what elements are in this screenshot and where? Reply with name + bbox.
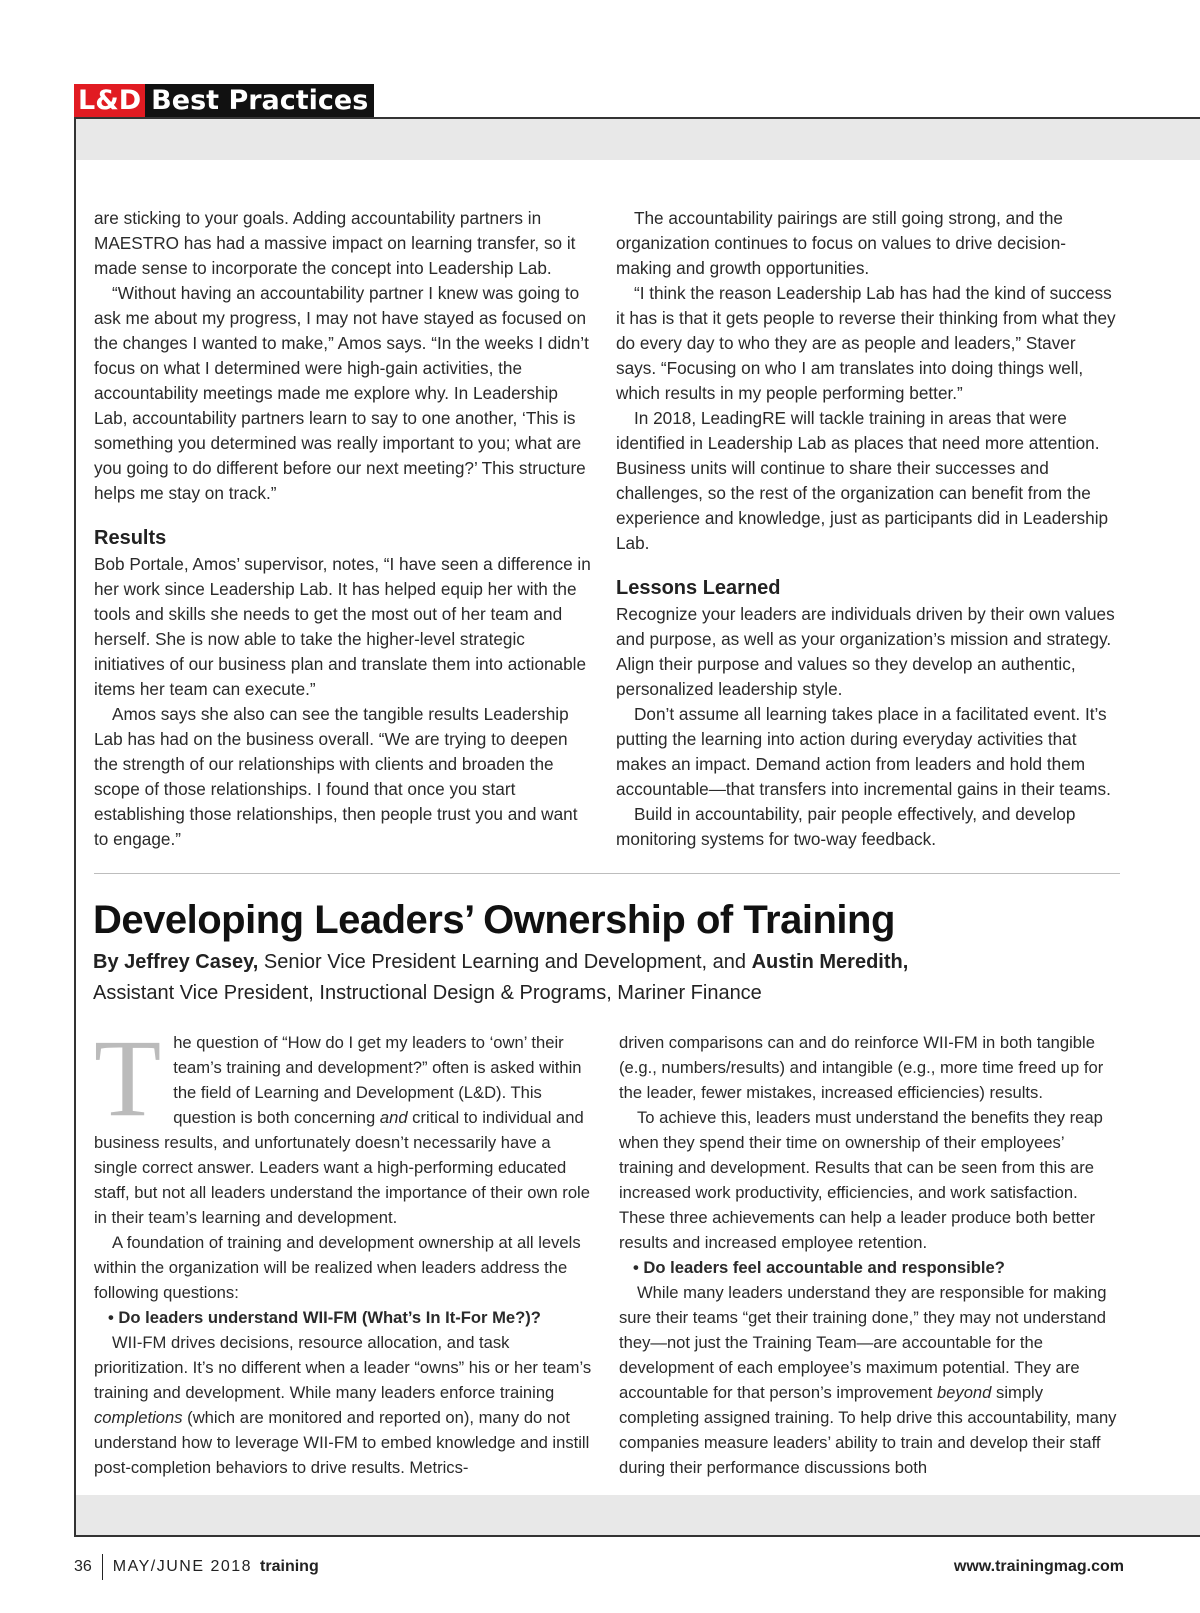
bullet-question: • Do leaders understand WII-FM (What’s In It-For Me?)? <box>108 1308 541 1327</box>
magazine-name: training <box>260 1558 319 1575</box>
paragraph: To achieve this, leaders must understand the benefits they reap when they spend their time on ownership of their employees’ training and development. Results that can be seen from this are increased work productivity, efficiencies, and work satisfaction. These three achievements can help a leader produce both better results and increased employee retention. <box>619 1108 1103 1252</box>
drop-cap: T <box>94 1017 162 1139</box>
text-run: While many leaders understand they are responsible for making sure their teams “get their training done,” they may not understand they—not just the Training Team—are accountable for the development of each employee’s maximum potential. They are accountable for that person’s improvement <box>619 1283 1107 1402</box>
grey-band-bottom <box>76 1495 1200 1535</box>
author-2-role: Assistant Vice President, Instructional Design & Programs, Mariner Finance <box>93 982 762 1004</box>
page-number: 36 <box>74 1558 92 1575</box>
paragraph: driven comparisons can and do reinforce WII-FM in both tangible (e.g., numbers/results) and intangible (e.g., more time freed up for the leader, fewer mistakes, increased efficiencies) results. <box>619 1033 1104 1102</box>
text-run: simply completing assigned training. To help drive this accountability, many companies measure leaders’ ability to train and develop their staff during their performance discussions both <box>619 1383 1117 1477</box>
page-footer <box>74 1553 1124 1583</box>
text-run: he question of “How do I get my leaders to ‘own’ their team’s training and development?” often is asked within the field of Learning and Development (L&D). This question is both concerning <box>173 1033 582 1127</box>
paragraph: Build in accountability, pair people effectively, and develop monitoring systems for two-way feedback. <box>616 804 1076 849</box>
section-label <box>74 84 374 118</box>
paragraph: Amos says she also can see the tangible results Leadership Lab has had on the business overall. “We are trying to deepen the strength of our relationships with clients and broaden the scope of those relationships. I found that once you start establishing those relationships, then people trust you and want to engage.” <box>94 704 578 849</box>
section-divider <box>94 873 1120 874</box>
paragraph <box>94 1017 594 1230</box>
paragraph: are sticking to your goals. Adding accountability partners in MAESTRO has had a massive impact on learning transfer, so it made sense to incorporate the concept into Leadership Lab. <box>94 208 576 278</box>
footer-separator <box>102 1554 103 1580</box>
paragraph: “Without having an accountability partner I knew was going to ask me about my progress, I may not have stayed as focused on the changes I wanted to make,” Amos says. “In the weeks I didn’t focus on what I determined were high-gain activities, the accountability meetings made me explore why. In Leadership Lab, accountability partners learn to say to one another, ‘This is something you determined was really important to you; what are you going to do different before our next meeting?’ This structure helps me stay on track.” <box>94 283 589 503</box>
bullet-question: • Do leaders feel accountable and responsible? <box>633 1258 1005 1277</box>
article-left-column <box>94 1017 594 1480</box>
byline <box>93 947 1193 1009</box>
text-run: (which are monitored and reported on), many do not understand how to leverage WII-FM to embed knowledge and instill post-completion behaviors to drive results. Metrics- <box>94 1408 590 1477</box>
paragraph: The accountability pairings are still going strong, and the organization continues to focus on values to drive decision-making and growth opportunities. <box>616 208 1067 278</box>
paragraph: “I think the reason Leadership Lab has had the kind of success it has is that it gets people to reverse their thinking from what they do every day to who they are as people and leaders,” Staver says. “Focusing on who I am translates into doing things well, which results in my people performing better.” <box>616 283 1116 403</box>
text-run: critical to individual and business results, and unfortunately doesn’t necessarily have a single correct answer. Leaders want a high-performing educated staff, but not all leaders understand the importance of their own role in their team’s learning and development. <box>94 1108 590 1227</box>
text-run: WII-FM drives decisions, resource allocation, and task prioritization. It’s no different when a leader “owns” his or her team’s training and development. While many leaders enforce training <box>94 1333 592 1402</box>
text-run: beyond <box>936 1383 992 1402</box>
text-run: and <box>379 1108 408 1127</box>
lessons-heading: Lessons Learned <box>616 577 781 599</box>
frame-bottom-rule <box>74 1535 1200 1537</box>
byline-prefix: By <box>93 951 119 973</box>
section-label-red: L&D <box>74 84 145 118</box>
issue-date: MAY/JUNE 2018 <box>112 1558 253 1575</box>
article-title: Developing Leaders’ Ownership of Training <box>93 898 895 942</box>
author-1: Jeffrey Casey, <box>124 951 259 973</box>
paragraph: Don’t assume all learning takes place in a facilitated event. It’s putting the learning into action during everyday activities that makes an impact. Demand action from leaders and hold them accountable—that transfers into incremental gains in their teams. <box>616 704 1111 799</box>
results-heading: Results <box>94 527 167 549</box>
paragraph: A foundation of training and development ownership at all levels within the organization will be realized when leaders address the following questions: <box>94 1233 581 1302</box>
section-label-black: Best Practices <box>145 84 374 118</box>
paragraph <box>619 1280 1119 1480</box>
paragraph <box>94 1330 594 1480</box>
article-right-column <box>619 1030 1119 1480</box>
author-1-role: Senior Vice President Learning and Development, and <box>263 951 747 973</box>
frame-left-rule <box>74 117 76 1537</box>
author-2: Austin Meredith, <box>751 951 909 973</box>
paragraph: Bob Portale, Amos’ supervisor, notes, “I have seen a difference in her work since Leadership Lab. It has helped equip her with the tools and skills she needs to get the most out of her team and herself. She is now able to take the higher-level strategic initiatives of our business plan and translate them into actionable items her team can execute.” <box>94 554 591 699</box>
top-left-column <box>94 206 594 852</box>
top-right-column <box>616 206 1116 852</box>
paragraph: In 2018, LeadingRE will tackle training in areas that were identified in Leadership Lab as places that need more attention. Business units will continue to share their successes and challenges, so the rest of the organization can benefit from the experience and knowledge, just as participants did in Leadership Lab. <box>616 408 1109 553</box>
paragraph: Recognize your leaders are individuals driven by their own values and purpose, as well as your organization’s mission and strategy. Align their purpose and values so they develop an authentic, personalized leadership style. <box>616 604 1115 699</box>
website-url: www.trainingmag.com <box>953 1558 1124 1575</box>
text-run: completions <box>94 1408 183 1427</box>
grey-band-top <box>76 119 1200 160</box>
